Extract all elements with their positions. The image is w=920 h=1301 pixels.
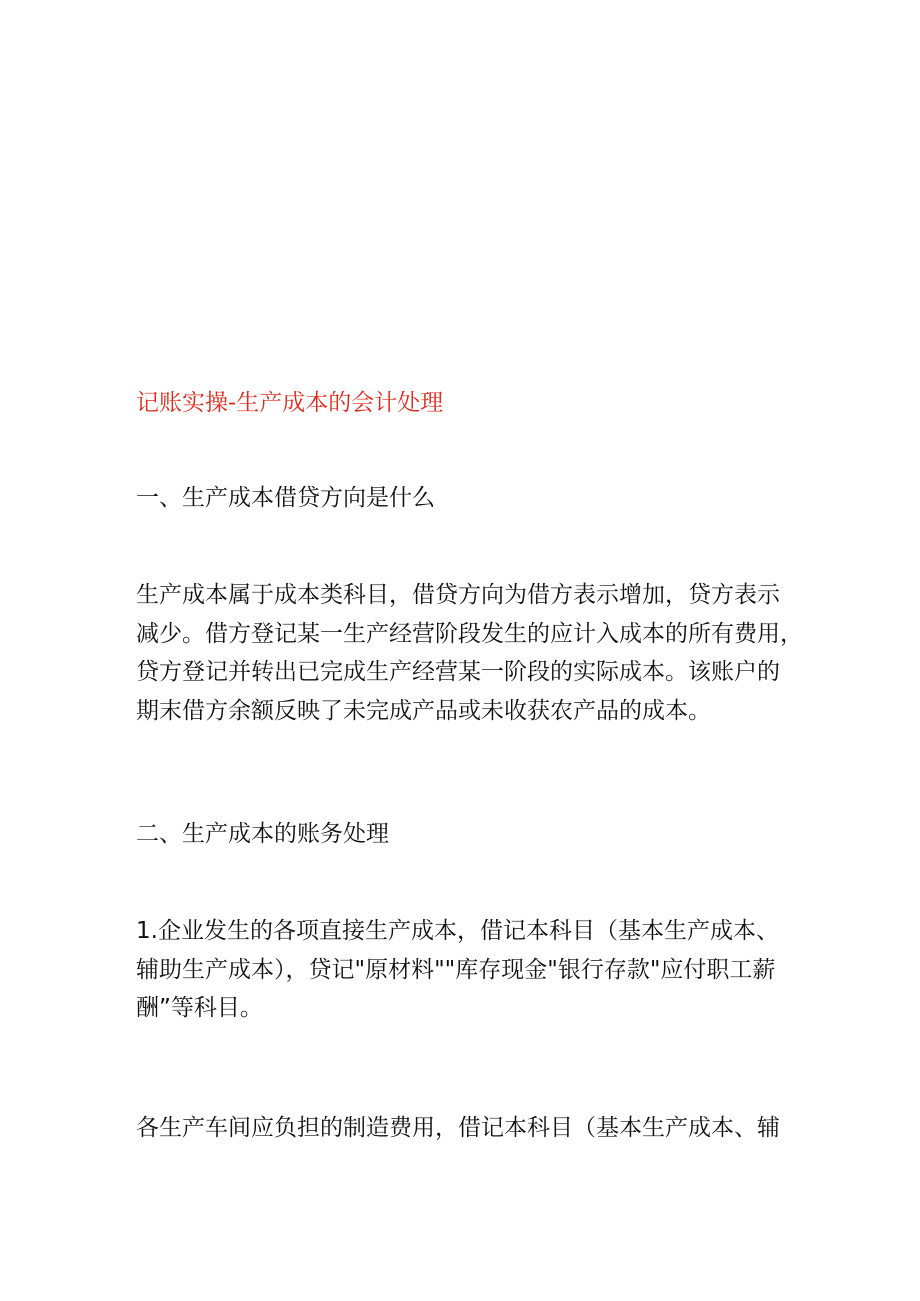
paragraph-line: 1.企业发生的各项直接生产成本，借记本科目（基本生产成本、 bbox=[136, 918, 779, 944]
paragraph-line: 生产成本属于成本类科目，借贷方向为借方表示增加，贷方表示 bbox=[136, 582, 780, 608]
section-2-paragraph-2 bbox=[136, 1109, 796, 1148]
section-1-paragraph bbox=[136, 576, 803, 730]
paragraph-line: 辅助生产成本），贷记"原材料""库存现金"银行存款"应付职工薪 bbox=[136, 956, 776, 983]
section-2-paragraph-1 bbox=[136, 912, 796, 1028]
document-title: 记账实操-生产成本的会计处理 bbox=[136, 390, 444, 416]
section-heading-2: 二、生产成本的账务处理 bbox=[136, 821, 389, 847]
paragraph-line: 酬”等科目。 bbox=[136, 995, 263, 1021]
paragraph-line: 期末借方余额反映了未完成产品或未收获农产品的成本。 bbox=[136, 697, 711, 724]
paragraph-line: 减少。借方登记某一生产经营阶段发生的应计入成本的所有费用， bbox=[136, 620, 803, 647]
section-heading-1: 一、生产成本借贷方向是什么 bbox=[136, 485, 435, 511]
paragraph-line: 贷方登记并转出已完成生产经营某一阶段的实际成本。该账户的 bbox=[136, 659, 780, 685]
paragraph-line: 各生产车间应负担的制造费用，借记本科目（基本生产成本、辅 bbox=[136, 1115, 780, 1141]
